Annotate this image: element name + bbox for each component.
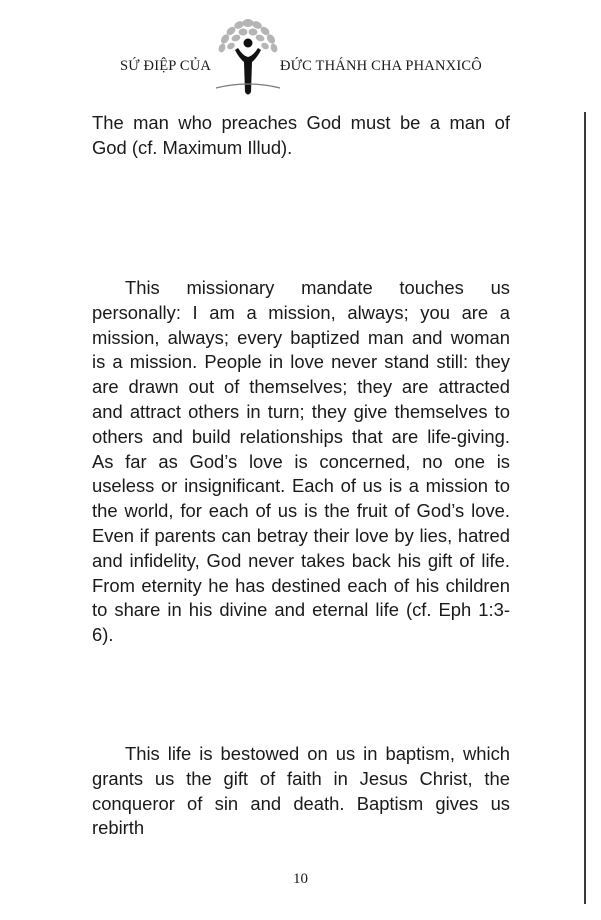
tree-person-logo-icon (212, 14, 284, 100)
paragraph-baptism: This life is bestowed on us in baptism, which grants us the gift of faith in Jesus Christ, the conqueror of sin and death. Baptism gives us rebirth (92, 743, 510, 839)
page-edge-rule (584, 112, 586, 904)
header-title-right: ĐỨC THÁNH CHA PHANXICÔ (280, 58, 482, 74)
paragraph-continued: The man who preaches God must be a man of God (cf. Maximum Illud). (92, 112, 510, 158)
page-number: 10 (293, 871, 308, 887)
page-header (0, 0, 601, 100)
paragraph-missionary-mandate: This missionary mandate touches us personally: I am a mission, always; you are a mission, always; every baptized man and woman is a mission. People in love never stand still: they are drawn out of themselves; they are attracted and attract others in turn; they give themselves to others and build relationships that are life-giving. As far as God’s love is concerned, no one is useless or insignificant. Each of us is a mission to the world, for each of us is the fruit of God’s love. Even if parents can betray their love by lies, hatred and infidelity, God never takes back his gift of life. From eternity he has destined each of his children to share in his divine and eternal life (cf. Eph 1:3-6). (92, 277, 510, 646)
header-title-left: SỨ ĐIỆP CỦA (120, 58, 212, 74)
